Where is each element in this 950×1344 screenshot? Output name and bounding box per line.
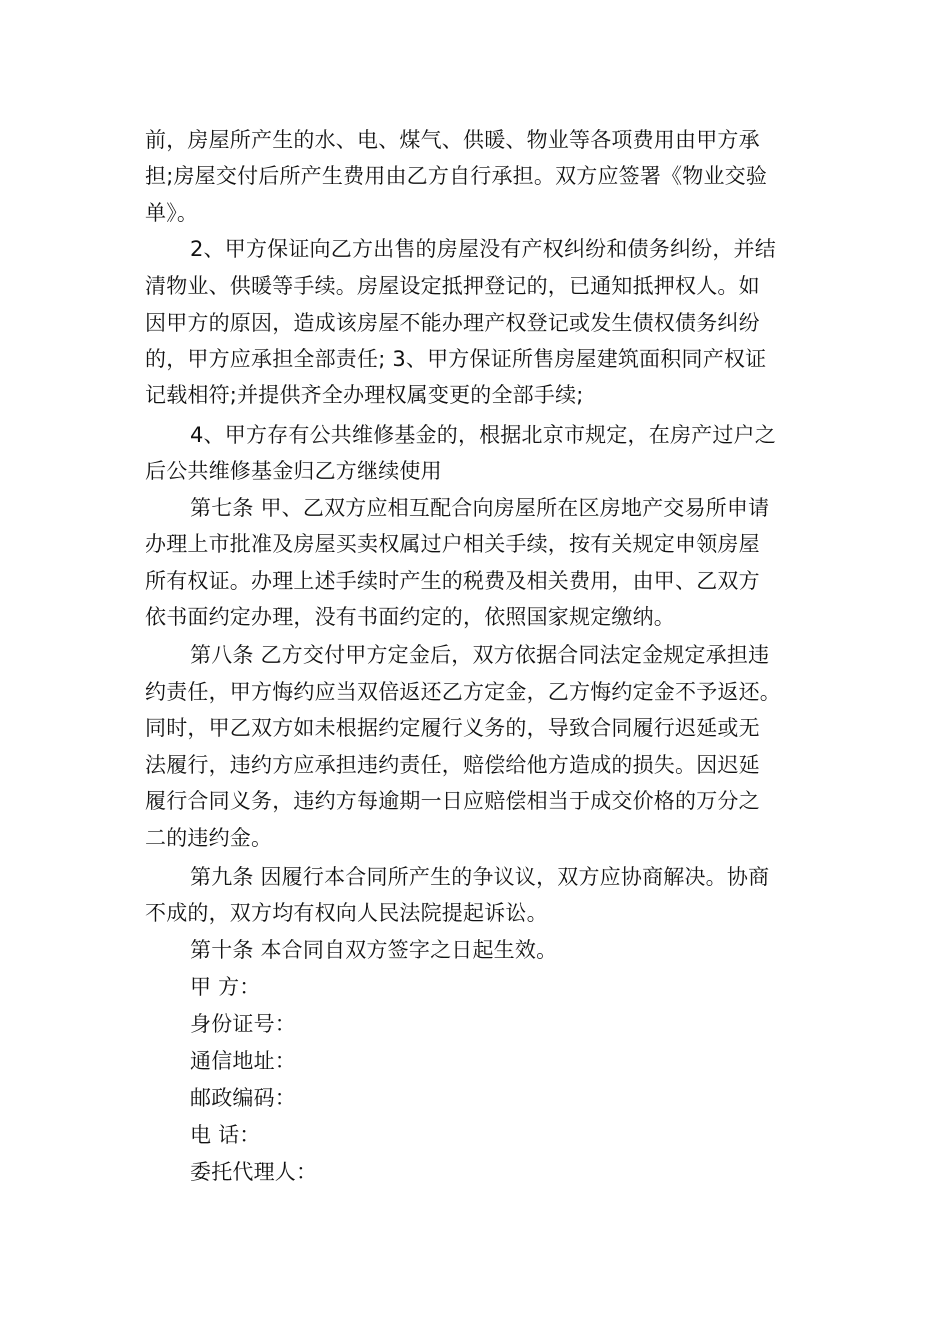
body-text-line: 因甲方的原因，造成该房屋不能办理产权登记或发生债权债务纠纷 <box>145 311 760 335</box>
body-text-line: 履行合同义务，违约方每逾期一日应赔偿相当于成交价格的万分之 <box>145 789 760 813</box>
article-9-heading-line: 第九条 因履行本合同所产生的争议议，双方应协商解决。协商 <box>190 865 770 889</box>
phone-label: 电 话： <box>190 1123 261 1147</box>
body-text-line: 办理上市批准及房屋买卖权属过户相关手续，按有关规定申领房屋 <box>145 532 760 556</box>
party-a-label: 甲 方： <box>190 975 261 999</box>
article-10-heading-line: 第十条 本合同自双方签字之日起生效。 <box>190 938 558 962</box>
body-text-line: 所有权证。办理上述手续时产生的税费及相关费用，由甲、乙双方 <box>145 569 760 593</box>
mailing-address-label: 通信地址： <box>190 1049 296 1073</box>
clause-paragraph-start: 2、甲方保证向乙方出售的房屋没有产权纠纷和债务纠纷，并结 <box>190 237 776 261</box>
body-text-line: 法履行，违约方应承担违约责任，赔偿给他方造成的损失。因迟延 <box>145 753 760 777</box>
body-text-line: 担;房屋交付后所产生费用由乙方自行承担。双方应签署《物业交验 <box>145 164 768 188</box>
body-text-line: 二的违约金。 <box>145 826 273 850</box>
body-text-line: 前，房屋所产生的水、电、煤气、供暖、物业等各项费用由甲方承 <box>145 128 760 152</box>
authorized-agent-label: 委托代理人： <box>190 1160 318 1184</box>
body-text-line: 后公共维修基金归乙方继续使用 <box>145 459 442 483</box>
id-number-label: 身份证号： <box>190 1012 296 1036</box>
body-text-line: 同时，甲乙双方如未根据约定履行义务的，导致合同履行迟延或无 <box>145 716 760 740</box>
body-text-line: 的，甲方应承担全部责任; 3、甲方保证所售房屋建筑面积同产权证 <box>145 347 767 371</box>
article-7-heading-line: 第七条 甲、乙双方应相互配合向房屋所在区房地产交易所申请 <box>190 496 770 520</box>
postal-code-label: 邮政编码： <box>190 1086 296 1110</box>
body-text-line: 依书面约定办理，没有书面约定的，依照国家规定缴纳。 <box>145 605 675 629</box>
body-text-line: 清物业、供暖等手续。房屋设定抵押登记的，已通知抵押权人。如 <box>145 274 760 298</box>
body-text-line: 约责任，甲方悔约应当双倍返还乙方定金，乙方悔约定金不予返还。 <box>145 680 781 704</box>
clause-paragraph-start: 4、甲方存有公共维修基金的，根据北京市规定，在房产过户之 <box>190 423 776 447</box>
body-text-line: 单》。 <box>145 201 199 225</box>
body-text-line: 不成的，双方均有权向人民法院提起诉讼。 <box>145 901 548 925</box>
body-text-line: 记载相符;并提供齐全办理权属变更的全部手续; <box>145 383 584 407</box>
article-8-heading-line: 第八条 乙方交付甲方定金后，双方依据合同法定金规定承担违 <box>190 643 770 667</box>
